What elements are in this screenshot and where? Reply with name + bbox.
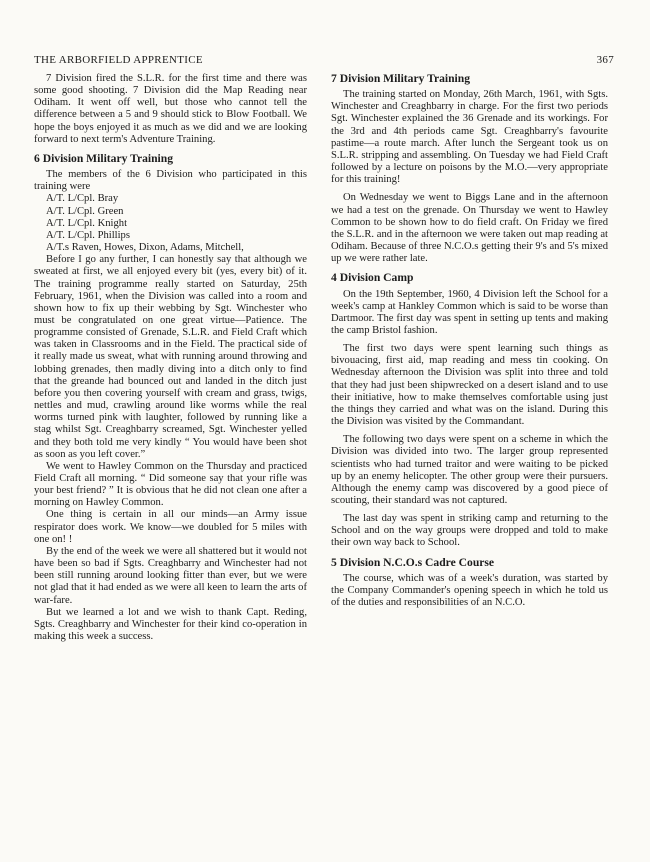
right-column — [331, 73, 608, 609]
members-intro: The members of the 6 Division who participated in this training were — [34, 169, 307, 193]
member-name: A/T. L/Cpl. Bray — [46, 193, 119, 205]
body-paragraph: By the end of the week we were all shattered but it would not have been so bad if Sgts. Creaghbarry and Winchester had not been still running around looking fitter than ever, but we were not glad that it had ended as we were all keen to learn the arts of war-fare. — [34, 545, 307, 606]
section-heading-7-division: 7 Division Military Training — [331, 72, 471, 85]
section-heading-4-division-camp: 4 Division Camp — [331, 271, 414, 285]
page-number: 367 — [596, 54, 614, 66]
member-name: A/T. L/Cpl. Green — [46, 205, 124, 217]
body-paragraph: The first two days were spent learning such things as bivouacing, first aid, map reading and mess tin cooking. On Wednesday afternoon the Division was split into three and told that they had just been shipwrecked on a desert island and to use their initiative, how to make themselves comfortable using just the things they carried and what was on the island. During this the Division was visited by the Commandant. — [331, 343, 608, 428]
member-name: A/T. L/Cpl. Knight — [46, 217, 128, 229]
body-paragraph: The following two days were spent on a scheme in which the Division was divided into two. The larger group represented scientists who had turned traitor and were waiting to be picked up by an enemy helicopter. The other group were their pursuers. Although the enemy camp was discovered by a good piece of scouting, their standard was not captured. — [331, 434, 608, 506]
section-heading-6-division: 6 Division Military Training — [34, 151, 174, 165]
member-name: A/T. L/Cpl. Phillips — [46, 229, 130, 241]
intro-paragraph: 7 Division fired the S.L.R. for the first time and there was some good shooting. 7 Division did the Map Reading near Odiham. It went off well, but those who cannot tell the difference between a 5 and 9 should stick to Blow Football. We hope the boys enjoyed it as much as we did and we are looking forward to next term's Adventure Training. — [34, 73, 307, 145]
members-list — [46, 193, 307, 254]
body-paragraph: Before I go any further, I can honestly say that although we sweated at first, we all enjoyed every bit (yes, every bit) of it. The training programme really started on Saturday, 25th February, 1961, when the Division was called into a room and shown how to fix up their webbing by Sgt. Winchester who must be congratulated on one great virtue—Patience. The programme consisted of Grenade, S.L.R. and Field Craft which was taken in Classrooms and in the Field. The practical side of it really made us sweat, what with running around throwing and lobbing grenades, then madly diving into a ditch only to find that the greande had bounced out and landed in the ditch just before you then covering yourself with cream and grass, twigs, nettles and mud, crawling around like worms while the real worms turned pink with laughter, followed by running like a stag whilst Sgt. Creaghbarry screamed, Sgt. Winchester yelled and they both told me very kindly “ You would have been shot as soon as you left cover.” — [34, 254, 307, 460]
body-paragraph: On the 19th September, 1960, 4 Division left the School for a week's camp at Hankley Common which is said to be worse than Dartmoor. The first day was spent in setting up tents and making the camp Bristol fashion. — [331, 288, 608, 336]
body-paragraph: The last day was spent in striking camp and returning to the School and on the way groups were dropped and told to make their own way back to School. — [331, 513, 608, 549]
body-paragraph: We went to Hawley Common on the Thursday and practiced Field Craft all morning. “ Did someone say that your rifle was your best friend? ” It is obvious that he did not clean one after a morning on Hawley Common. — [34, 460, 307, 509]
body-paragraph: The training started on Monday, 26th March, 1961, with Sgts. Winchester and Creaghbarry in charge. For the first two periods Sgt. Winchester explained the 36 Grenade and its workings. For the 3rd and 4th periods came Sgt. Creaghbarry's favourite pastime—a route march. After lunch the Sergeant took us on S.L.R. stripping and assembling. On Tuesday we had Field Craft followed by a lecture on poisons by the M.O.—very appropriate for this training! — [331, 89, 608, 186]
body-paragraph: The course, which was of a week's duration, was started by the Company Commander's opening speech in which he told us of the duties and responsibilities of an N.C.O. — [331, 572, 608, 609]
section-heading-5-division-cadre: 5 Division N.C.O.s Cadre Course — [331, 555, 495, 569]
body-paragraph: One thing is certain in all our minds—an Army issue respirator does work. We know—we doubled for 5 miles with one on! ! — [34, 509, 307, 545]
member-name: A/T.s Raven, Howes, Dixon, Adams, Mitchell, — [46, 242, 244, 254]
body-paragraph: On Wednesday we went to Biggs Lane and in the afternoon we had a test on the grenade. On Thursday we went to Hawley Common to be shown how to do field craft. On Friday we fired the S.L.R. and in the afternoon we were taken out map reading at Odiham. Because of three N.C.O.s getting their 9's and 5's mixed up we were rather late. — [331, 192, 608, 265]
left-column — [34, 73, 307, 643]
body-paragraph: But we learned a lot and we wish to thank Capt. Reding, Sgts. Creaghbarry and Winchester for their kind co-operation in making this week a success. — [34, 606, 307, 643]
running-title: THE ARBORFIELD APPRENTICE — [34, 54, 203, 66]
